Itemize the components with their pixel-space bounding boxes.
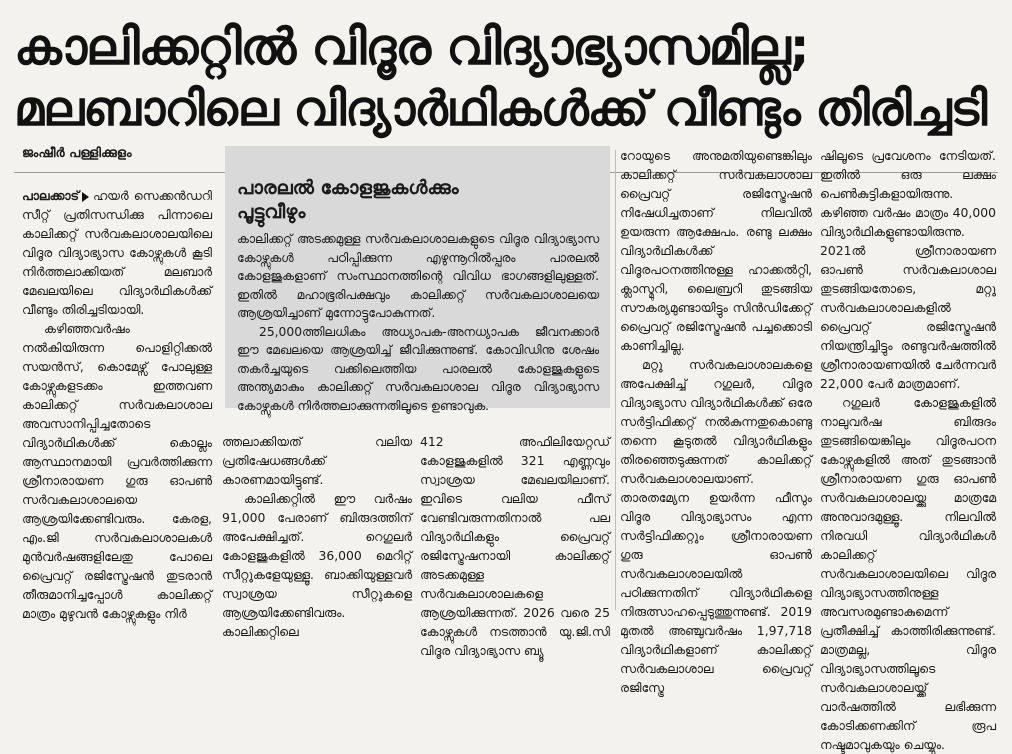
headline-line-1: കാലിക്കറ്റിൽ വിദൂര വിദ്യാഭ്യാസമില്ല;	[14, 18, 809, 76]
article-column-4	[620, 146, 812, 695]
sidebar-title-line-1: പാരലൽ കോളജുകൾക്കും	[237, 177, 459, 199]
paragraph: കാലിക്കറ്റ് അടക്കമുള്ള സർവകലാശാലകളുടെ വിദൂര വിദ്യാഭ്യാസ കോഴ്സുകൾ പഠിപ്പിക്കുന്ന എഴുന്നൂറിൽപ്പരം പാരലൽ കോളജുകളാണ് സംസ്ഥാനത്തിന്റെ വിവിധ ഭാഗങ്ങളിലുള്ളത്. ഇതിൽ മഹാഭൂരിപക്ഷവും കാലിക്കറ്റ് സർവകലാശാലയെ ആശ്രയിച്ചാണ് മുന്നോട്ടുപോകുന്നത്.	[237, 232, 599, 320]
article-column-5	[820, 146, 996, 752]
headline-line-2: മലബാറിലെ വിദ്യാർഥികൾക്ക് വീണ്ടും തിരിച്ചടി	[14, 81, 987, 137]
paragraph: 412 അഫിലിയേറ്റഡ് കോളജുകളിൽ 321 എണ്ണവും സ്വാശ്രയ മേഖലയിലാണ്. ഇവിടെ വലിയ ഫീസ് വേണ്ടിവരുന്നതിനാൽ പല വിദ്യാർഥികളും പ്രൈവറ്റ് രജിസ്ട്രേഷനായി കാലിക്കറ്റ് അടക്കമുള്ള സർവകലാശാലകളെ ആശ്രയിക്കുന്നത്. 2026 വരെ 25 കോഴ്സുകൾ നടത്താൻ യു.ജി.സി വിദൂര വിദ്യാഭ്യാസ ബ്യൂ	[420, 434, 610, 658]
paragraph: റോയുടെ അനുമതിയുണ്ടെങ്കിലും കാലിക്കറ്റ് സർവകലാശാല പ്രൈവറ്റ് രജിസ്ട്രേഷൻ നിഷേധിച്ചതാണ് നിലവിൽ ഉയരുന്ന ആക്ഷേപം. രണ്ടു ലക്ഷം വിദ്യാർഥികൾക്ക് വിദൂരപഠനത്തിനുള്ള ഹാക്കൽറ്റി, ക്ലാസ്മുറി, ലൈബ്രറി തുടങ്ങിയ സൗകര്യമുണ്ടായിട്ടും സിൻഡിക്കേറ്റ് പ്രൈവറ്റ് രജിസ്ട്രേഷൻ പച്ചക്കൊടി കാണിച്ചില്ല.	[620, 148, 812, 353]
article-column-2	[222, 432, 412, 639]
article-column-3	[420, 432, 610, 658]
column-divider	[615, 150, 616, 610]
paragraph: ഷിലൂടെ പ്രവേശനം നേടിയത്. ഇതിൽ ഒരു ലക്ഷം പെൺകുട്ടികളായിരുന്നു. കഴിഞ്ഞ വർഷം മാത്രം 40,000 വിദ്യാർഥികളുണ്ടായിരുന്നു. 2021ൽ ശ്രീനാരായണ ഓപൺ സർവകലാശാല തുടങ്ങിയതോടെ, മറ്റു സർവകലാശാലകളിൽ പ്രൈവറ്റ് രജിസ്ട്രേഷൻ നിയന്ത്രിച്ചിട്ടും രണ്ടുവർഷത്തിൽ ശ്രീനാരായണയിൽ ചേർന്നവർ 22,000 പേർ മാത്രമാണ്.	[820, 148, 996, 391]
paragraph: 25,000ത്തിലധികം അധ്യാപക-അനധ്യാപക ജീവനക്കാർ ഈ മേഖലയെ ആശ്രയിച്ച് ജീവിക്കുന്നുണ്ട്. കോവിഡിനു ശേഷം തകർച്ചയുടെ വക്കിലെത്തിയ പാരലൽ കോളജുകളുടെ അന്ത്യമാകും കാലിക്കറ്റ് സർവകലാശാല വിദൂര വിദ്യാഭ്യാസ കോഴ്സുകൾ നിർത്തലാക്കുന്നതിലൂടെ ഉണ്ടാവുക.	[237, 324, 599, 413]
paragraph: കഴിഞ്ഞവർഷം നൽകിയിരുന്ന പൊളിറ്റിക്കൽ സയൻസ്, കൊമേഴ്സ് പോലുള്ള കോഴ്സുകളടക്കം ഇത്തവണ കാലിക്കറ്റ് സർവകലാശാല അവസാനിപ്പിച്ചതോടെ വിദ്യാർഥികൾക്ക് കൊല്ലം ആസ്ഥാനമായി പ്രവർത്തിക്കുന്ന ശ്രീനാരായണ ഗുരു ഓപൺ സർവകലാശാലയെ ആശ്രയിക്കേണ്ടിവരും. കേരള, എം.ജി സർവകലാശാലകൾ മുൻവർഷങ്ങളിലേതു പോലെ പ്രൈവറ്റ് രജിസ്ട്രേഷൻ തുടരാൻ തീരുമാനിച്ചപ്പോൾ കാലിക്കറ്റ് മാത്രം മുഴുവൻ കോഴ്സുകളും നിർ	[22, 321, 212, 621]
sidebar-box	[225, 146, 610, 413]
paragraph-text: ഹയർ സെക്കൻഡറി സീറ്റ് പ്രതിസന്ധിക്കു പിന്നാലെ കാലിക്കറ്റ് സർവകലാശാലയിലെ വിദൂര വിദ്യാഭ്യാസ കോഴ്സുകൾ കൂടി നിർത്തലാക്കിയത് മലബാർ മേഖലയിലെ വിദ്യാർഥികൾക്ക് വീണ്ടും തിരിച്ചടിയായി.	[22, 188, 212, 317]
sidebar-title	[237, 176, 459, 224]
sidebar-title-line-2: പൂട്ടുവീഴും	[237, 201, 306, 223]
paragraph: ത്തലാക്കിയത് വലിയ പ്രതിഷേധങ്ങൾക്ക് കാരണമായിട്ടുണ്ട്.	[222, 434, 412, 487]
sidebar-body	[237, 230, 599, 415]
article-column-1	[22, 186, 212, 621]
paragraph: റഗുലർ കോളജുകളിൽ നാലുവർഷ ബിരുദം തുടങ്ങിയെങ്കിലും വിദൂരപഠന കോഴ്സുകളിൽ അത് തുടങ്ങാൻ ശ്രീനാരായണ ഗുരു ഓപൺ സർവകലാശാലയ്ക്കു മാത്രമേ അനുവാദമുള്ളൂ. നിലവിൽ നിരവധി വിദ്യാർഥികൾ കാലിക്കറ്റ് സർവകലാശാലയിലെ വിദൂര വിദ്യാഭ്യാസത്തിനുള്ള അവസരമുണ്ടാകുമെന്ന് പ്രതീക്ഷിച്ച് കാത്തിരിക്കുന്നുണ്ട്. മാത്രമല്ല, വിദൂര വിദ്യാഭ്യാസത്തിലൂടെ സർവകലാശാലയ്ക്ക് വാർഷത്തിൽ ലഭിക്കുന്ന കോടിക്കണക്കിന് രൂപ നഷ്ടമാവുകയും ചെയ്യും.	[820, 395, 996, 752]
dateline: പാലക്കാട്	[22, 188, 79, 203]
dateline-arrow-icon	[82, 192, 89, 202]
paragraph: മറ്റു സർവകലാശാലകളെ അപേക്ഷിച്ച് റഗുലർ, വിദൂര വിദ്യാഭ്യാസ വിദ്യാർഥികൾക്ക് ഒരേ സർട്ടിഫിക്കറ്റ് നൽകുന്നതുകൊണ്ടു തന്നെ കൂടുതൽ വിദ്യാർഥികളും തിരഞ്ഞെടുക്കുന്നത് കാലിക്കറ്റ് സർവകലാശാലയാണ്. താരതമ്യേന ഉയർന്ന ഫീസും വിദൂര വിദ്യാഭ്യാസം എന്ന സർട്ടിഫിക്കറ്റും ശ്രീനാരായണ ഗുരു ഓപൺ സർവകലാശാലയിൽ പഠിക്കുന്നതിന് വിദ്യാർഥികളെ നിരുത്സാഹപ്പെടുത്തുന്നുണ്ട്. 2019 മുതൽ അഞ്ചുവർഷം 1,97,718 വിദ്യാർഥികളാണ് കാലിക്കറ്റ് സർവകലാശാല പ്രൈവറ്റ് രജിസ്ട്രേ	[620, 357, 812, 695]
paragraph	[22, 186, 212, 319]
byline: ജംഷീർ പള്ളിക്കുളം	[22, 146, 132, 161]
paragraph: കാലിക്കറ്റിൽ ഈ വർഷം 91,000 പേരാണ് ബിരുദത്തിന് അപേക്ഷിച്ചത്. റെഗുലർ കോളജുകളിൽ 36,000 മെറിറ്റ് സീറ്റുകളേയുള്ളൂ. ബാക്കിയുള്ളവർ സ്വാശ്രയ സീറ്റുകളെ ആശ്രയിക്കേണ്ടിവരും. കാലിക്കറ്റിലെ	[222, 491, 412, 639]
